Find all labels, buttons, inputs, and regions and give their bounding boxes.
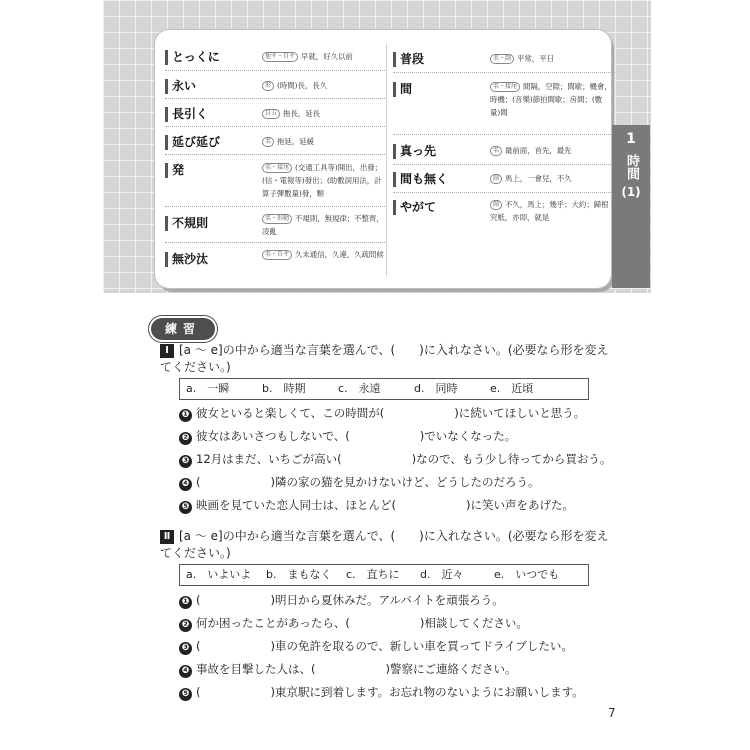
question-number: ❸	[179, 642, 192, 655]
vocab-word: 間も無く	[393, 172, 496, 187]
chapter-title: 時間	[624, 154, 639, 180]
vocab-word: 真っ先	[393, 144, 496, 159]
vocab-definition: 名 拖延，延緩	[262, 135, 384, 148]
part-of-speech-tag: 名・形動	[262, 214, 292, 224]
part-of-speech-tag: 名・接尾	[490, 82, 520, 92]
vocab-word: 永い	[165, 79, 268, 94]
question-number: ❷	[179, 432, 192, 445]
choice-item: c. 永遠	[338, 382, 381, 395]
vocab-row	[165, 154, 387, 207]
vocab-definition: 名・接尾 (交通工具等)開出，出發；(信・電報等)發出；(助數詞用法，計算子彈數量)發，顆	[262, 163, 383, 198]
vocab-row	[165, 44, 387, 71]
question-item: ❸ ( )車の免許を取るので、新しい車を買ってドライブしたい。	[179, 638, 609, 655]
question-item: ❸ 12月はまだ、いちごが高い( )なので、もう少し待ってから買おう。	[179, 451, 609, 468]
part-of-speech-tag: 副	[490, 174, 502, 184]
choice-item: e. 近頃	[490, 382, 534, 395]
vocab-definition: 名 最前面，首先，最先	[490, 144, 612, 157]
vocab-row	[393, 164, 615, 193]
vocab-definition: 自五 拖長，延長	[262, 107, 384, 120]
vocab-word: とっくに	[165, 50, 268, 65]
question-number: ❶	[179, 409, 192, 422]
vocab-word: 延び延び	[165, 135, 268, 150]
question-number: ❷	[179, 619, 192, 632]
choice-item: d. 同時	[414, 382, 458, 395]
choice-item: b. 時期	[262, 382, 306, 395]
section-1-number: Ⅰ	[160, 344, 174, 358]
section-2-instruction: Ⅱ [a ～ e]の中から適当な言葉を選んで、( )に入れなさい。(必要なら形を変えてください。)	[160, 529, 609, 560]
choice-item: d. 近々	[420, 568, 464, 581]
vocab-row	[393, 72, 615, 135]
vocab-word: 不規則	[165, 216, 268, 231]
part-of-speech-tag: 名	[262, 137, 274, 147]
vocab-definition: 形 (時間)長，長久	[262, 79, 384, 92]
question-number: ❹	[179, 665, 192, 678]
practice-badge: 練習	[151, 318, 215, 340]
question-item: ❺ ( )東京駅に到着します。お忘れ物のないようにお願いします。	[179, 684, 609, 701]
question-item: ❶ 彼女といると楽しくて、この時間が( )に続いてほしいと思う。	[179, 405, 609, 422]
vocab-definition: 副 不久，馬上；幾乎；大約；歸根究柢，亦即，就是	[490, 200, 609, 222]
question-item: ❶ ( )明日から夏休みだ。アルバイトを頑張ろう。	[179, 592, 609, 609]
choice-item: c. 直ちに	[346, 568, 400, 581]
vocab-row	[165, 206, 387, 243]
part-of-speech-tag: 名・自サ	[262, 250, 292, 260]
question-number: ❺	[179, 688, 192, 701]
chapter-number: 1	[626, 131, 636, 147]
choice-item: b. まもなく	[266, 568, 332, 581]
question-item: ❹ ( )隣の家の猫を見かけないけど、どうしたのだろう。	[179, 474, 609, 491]
vocab-row	[165, 98, 387, 127]
vocab-row	[393, 134, 615, 165]
vocab-word: 発	[165, 163, 268, 178]
vocab-word: 間	[393, 82, 496, 97]
question-item: ❹ 事故を目撃した人は、( )警察にご連絡ください。	[179, 661, 609, 678]
part-of-speech-tag: 名・副	[490, 54, 514, 64]
vocab-definition: 他サ・自サ 早就，好久以前	[262, 50, 384, 63]
chapter-side-tab	[612, 125, 650, 288]
column-divider	[386, 44, 387, 276]
question-number: ❹	[179, 478, 192, 491]
part-of-speech-tag: 形	[262, 81, 274, 91]
vocab-word: やがて	[393, 200, 496, 215]
question-item: ❷ 何か困ったことがあったら、( )相談してください。	[179, 615, 609, 632]
vocab-row	[165, 242, 387, 278]
vocabulary-card	[155, 30, 611, 288]
vocab-definition: 名・自サ 久未通信，久違，久疏問候	[262, 248, 384, 261]
section-1-choices	[179, 378, 589, 400]
choice-item: a. 一瞬	[186, 382, 230, 395]
vocab-definition: 副 馬上，一會兒，不久	[490, 172, 612, 185]
choice-item: a. いよいよ	[186, 568, 252, 581]
part-of-speech-tag: 他サ・自サ	[262, 52, 298, 62]
chapter-subtitle: (1)	[621, 185, 641, 199]
vocab-row	[393, 44, 615, 73]
vocab-row	[165, 126, 387, 155]
vocab-row	[393, 192, 615, 232]
vocab-word: 普段	[393, 52, 496, 67]
vocab-word: 長引く	[165, 107, 268, 122]
part-of-speech-tag: 副	[490, 200, 502, 210]
part-of-speech-tag: 自五	[262, 109, 280, 119]
question-number: ❺	[179, 501, 192, 514]
vocab-definition: 名・接尾 間隔，空隙；間歇；機會，時機；(音樂)節拍間歇；房間；(數量)間	[490, 82, 612, 117]
question-item: ❺ 映画を見ていた恋人同士は、ほとんど( )に笑い声をあげた。	[179, 497, 609, 514]
question-number: ❶	[179, 596, 192, 609]
section-2-choices	[179, 564, 589, 586]
vocab-definition: 名・副 平常，平日	[490, 52, 612, 65]
part-of-speech-tag: 名	[490, 146, 502, 156]
part-of-speech-tag: 名・接尾	[262, 163, 292, 173]
vocab-definition: 名・形動 不規則，無規律；不整齊，凌亂	[262, 214, 384, 236]
section-2-number: Ⅱ	[160, 530, 174, 544]
question-number: ❸	[179, 455, 192, 468]
vocab-row	[165, 70, 387, 99]
vocab-word: 無沙汰	[165, 252, 268, 267]
section-1-instruction: Ⅰ [a ～ e]の中から適当な言葉を選んで、( )に入れなさい。(必要なら形を変えてください。)	[160, 343, 609, 374]
choice-item: e. いつでも	[494, 568, 560, 581]
question-item: ❷ 彼女はあいさつもしないで、( )でいなくなった。	[179, 428, 609, 445]
page-number: 7	[608, 706, 616, 720]
